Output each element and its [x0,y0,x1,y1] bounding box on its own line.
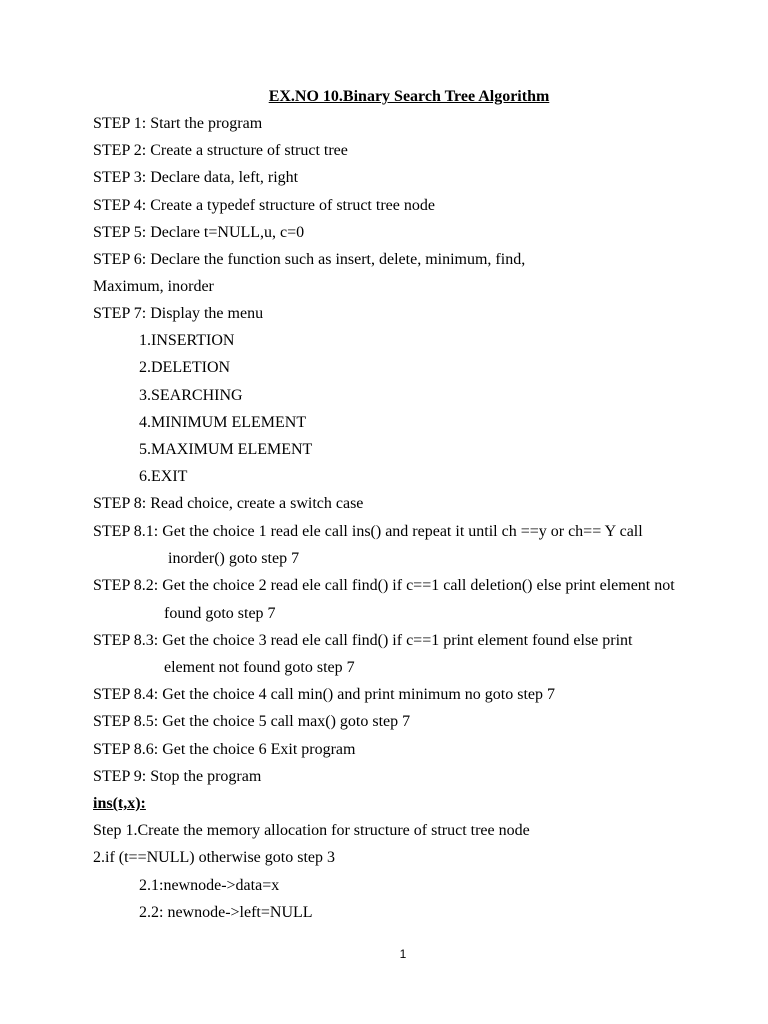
step-line: STEP 8.1: Get the choice 1 read ele call ins() and repeat it until ch ==y or ch== Y call [93,523,643,540]
step-line-continuation: inorder() goto step 7 [168,550,300,567]
menu-item: 1.INSERTION [139,332,235,349]
step-line: STEP 8.5: Get the choice 5 call max() goto step 7 [93,713,411,730]
document-title: EX.NO 10.Binary Search Tree Algorithm [268,88,550,105]
step-line: STEP 1: Start the program [93,115,263,132]
step-line: STEP 6: Declare the function such as insert, delete, minimum, find, [93,251,526,268]
ins-substep-line: 2.2: newnode->left=NULL [139,904,313,921]
step-line: STEP 8.3: Get the choice 3 read ele call find() if c==1 print element found else print [93,632,633,649]
step-line: STEP 3: Declare data, left, right [93,169,299,186]
menu-item: 6.EXIT [139,468,188,485]
ins-step-line: Step 1.Create the memory allocation for structure of struct tree node [93,822,530,839]
step-line-continuation: found goto step 7 [164,605,276,622]
menu-item: 4.MINIMUM ELEMENT [139,414,307,431]
step-line: STEP 8.2: Get the choice 2 read ele call find() if c==1 call deletion() else print element not [93,577,675,594]
step-line: STEP 2: Create a structure of struct tree [93,142,348,159]
ins-function-heading: ins(t,x): [93,795,146,812]
page-number: 1 [399,947,407,961]
step-line: STEP 8: Read choice, create a switch case [93,495,364,512]
menu-item: 3.SEARCHING [139,387,243,404]
step-line: STEP 4: Create a typedef structure of struct tree node [93,197,435,214]
step-line-continuation: element not found goto step 7 [164,659,355,676]
step-line-continuation: Maximum, inorder [93,278,214,295]
step-line: STEP 8.4: Get the choice 4 call min() and print minimum no goto step 7 [93,686,555,703]
step-line: STEP 5: Declare t=NULL,u, c=0 [93,224,305,241]
step-line: STEP 9: Stop the program [93,768,262,785]
menu-item: 5.MAXIMUM ELEMENT [139,441,313,458]
ins-substep-line: 2.1:newnode->data=x [139,877,280,894]
step-line: STEP 8.6: Get the choice 6 Exit program [93,741,356,758]
menu-item: 2.DELETION [139,359,231,376]
step-line: STEP 7: Display the menu [93,305,264,322]
ins-step-line: 2.if (t==NULL) otherwise goto step 3 [93,849,335,866]
